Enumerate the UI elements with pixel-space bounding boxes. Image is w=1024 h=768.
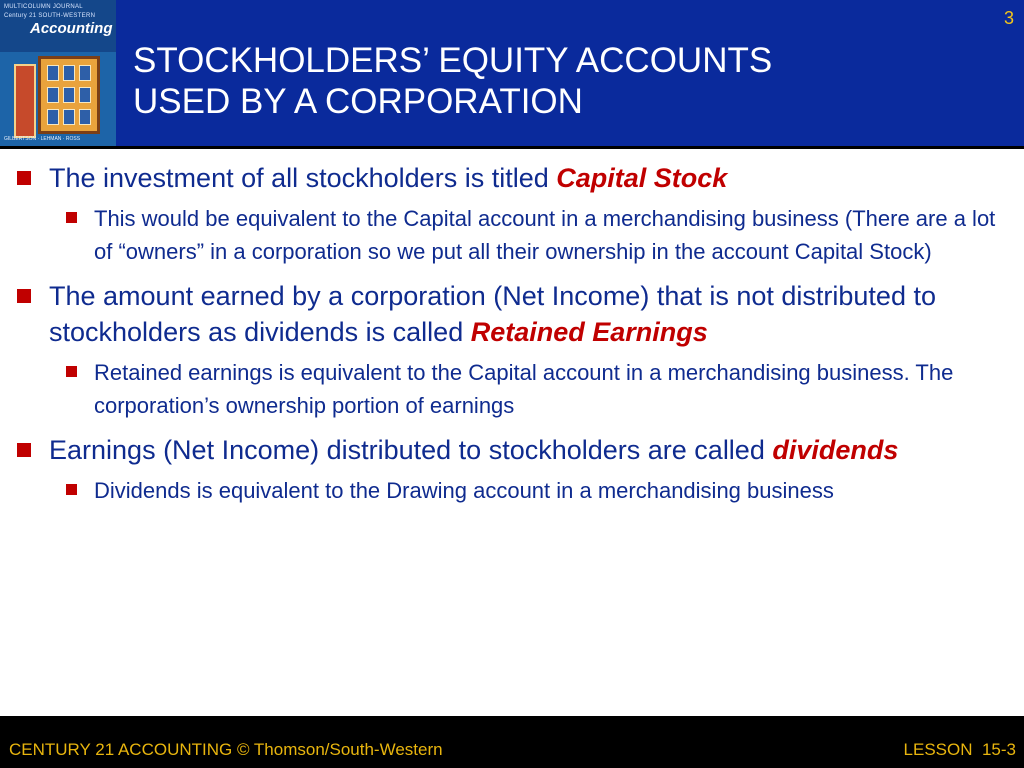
book-cover-accent: [14, 64, 36, 138]
bullet-retained-earnings: [16, 278, 1006, 350]
sub-bullet-dividends: [65, 474, 1006, 507]
window-pane: [47, 65, 59, 81]
bullet-text: The investment of all stockholders is titled: [49, 163, 557, 193]
bullet-text: The amount earned by a corporation (Net Income) that is not distributed to stockholders as dividends is called: [49, 281, 936, 347]
sub-bullet-capital-stock: [65, 202, 1006, 268]
window-pane: [47, 109, 59, 125]
bullet-text: Earnings (Net Income) distributed to stockholders are called: [49, 435, 773, 465]
slide-title-line-2: USED BY A CORPORATION: [133, 82, 583, 121]
book-cover-series-text: Century 21 SOUTH-WESTERN: [4, 13, 96, 19]
window-pane: [79, 87, 91, 103]
book-cover-title: Accounting: [30, 20, 113, 37]
slide-footer: [0, 716, 1024, 768]
book-cover-top-text: MULTICOLUMN JOURNAL: [4, 4, 83, 10]
bullet-dividends: [16, 432, 1006, 468]
footer-copyright: CENTURY 21 ACCOUNTING © Thomson/South-Western: [9, 740, 443, 759]
sub-bullet-text: Dividends is equivalent to the Drawing account in a merchandising business: [94, 478, 834, 503]
sub-bullet-retained-earnings: [65, 356, 1006, 422]
bullet-term: dividends: [772, 435, 899, 465]
window-pane: [63, 87, 75, 103]
bullet-square-icon: [17, 171, 31, 185]
sub-bullet-text: Retained earnings is equivalent to the Capital account in a merchandising business. The corporation’s ownership portion of earnings: [94, 360, 954, 418]
bullet-capital-stock: [16, 160, 1006, 196]
sub-bullet-text: This would be equivalent to the Capital account in a merchandising business (There are a lot of “owners” in a corporation so we put all their ownership in the account Capital Stock): [94, 206, 996, 264]
bullet-term: Retained Earnings: [470, 317, 708, 347]
bullet-term: Capital Stock: [556, 163, 728, 193]
window-pane: [63, 65, 75, 81]
footer-lesson-number: LESSON 15-3: [903, 740, 1016, 759]
slide-header: [0, 0, 1024, 149]
bullet-square-icon: [66, 484, 77, 495]
bullet-square-icon: [66, 212, 77, 223]
bullet-square-icon: [17, 289, 31, 303]
book-cover-authors: GILBERTSON · LEHMAN · ROSS: [4, 136, 81, 142]
window-pane: [79, 109, 91, 125]
window-pane: [47, 87, 59, 103]
slide-number: 3: [1003, 8, 1014, 28]
window-pane: [63, 109, 75, 125]
book-cover-window: [38, 56, 100, 134]
bullet-square-icon: [66, 366, 77, 377]
slide-title: [133, 40, 993, 122]
window-pane: [79, 65, 91, 81]
slide-content: [16, 160, 1006, 517]
bullet-square-icon: [17, 443, 31, 457]
slide-title-line-1: STOCKHOLDERS’ EQUITY ACCOUNTS: [133, 41, 773, 80]
book-cover-image: [0, 0, 116, 146]
